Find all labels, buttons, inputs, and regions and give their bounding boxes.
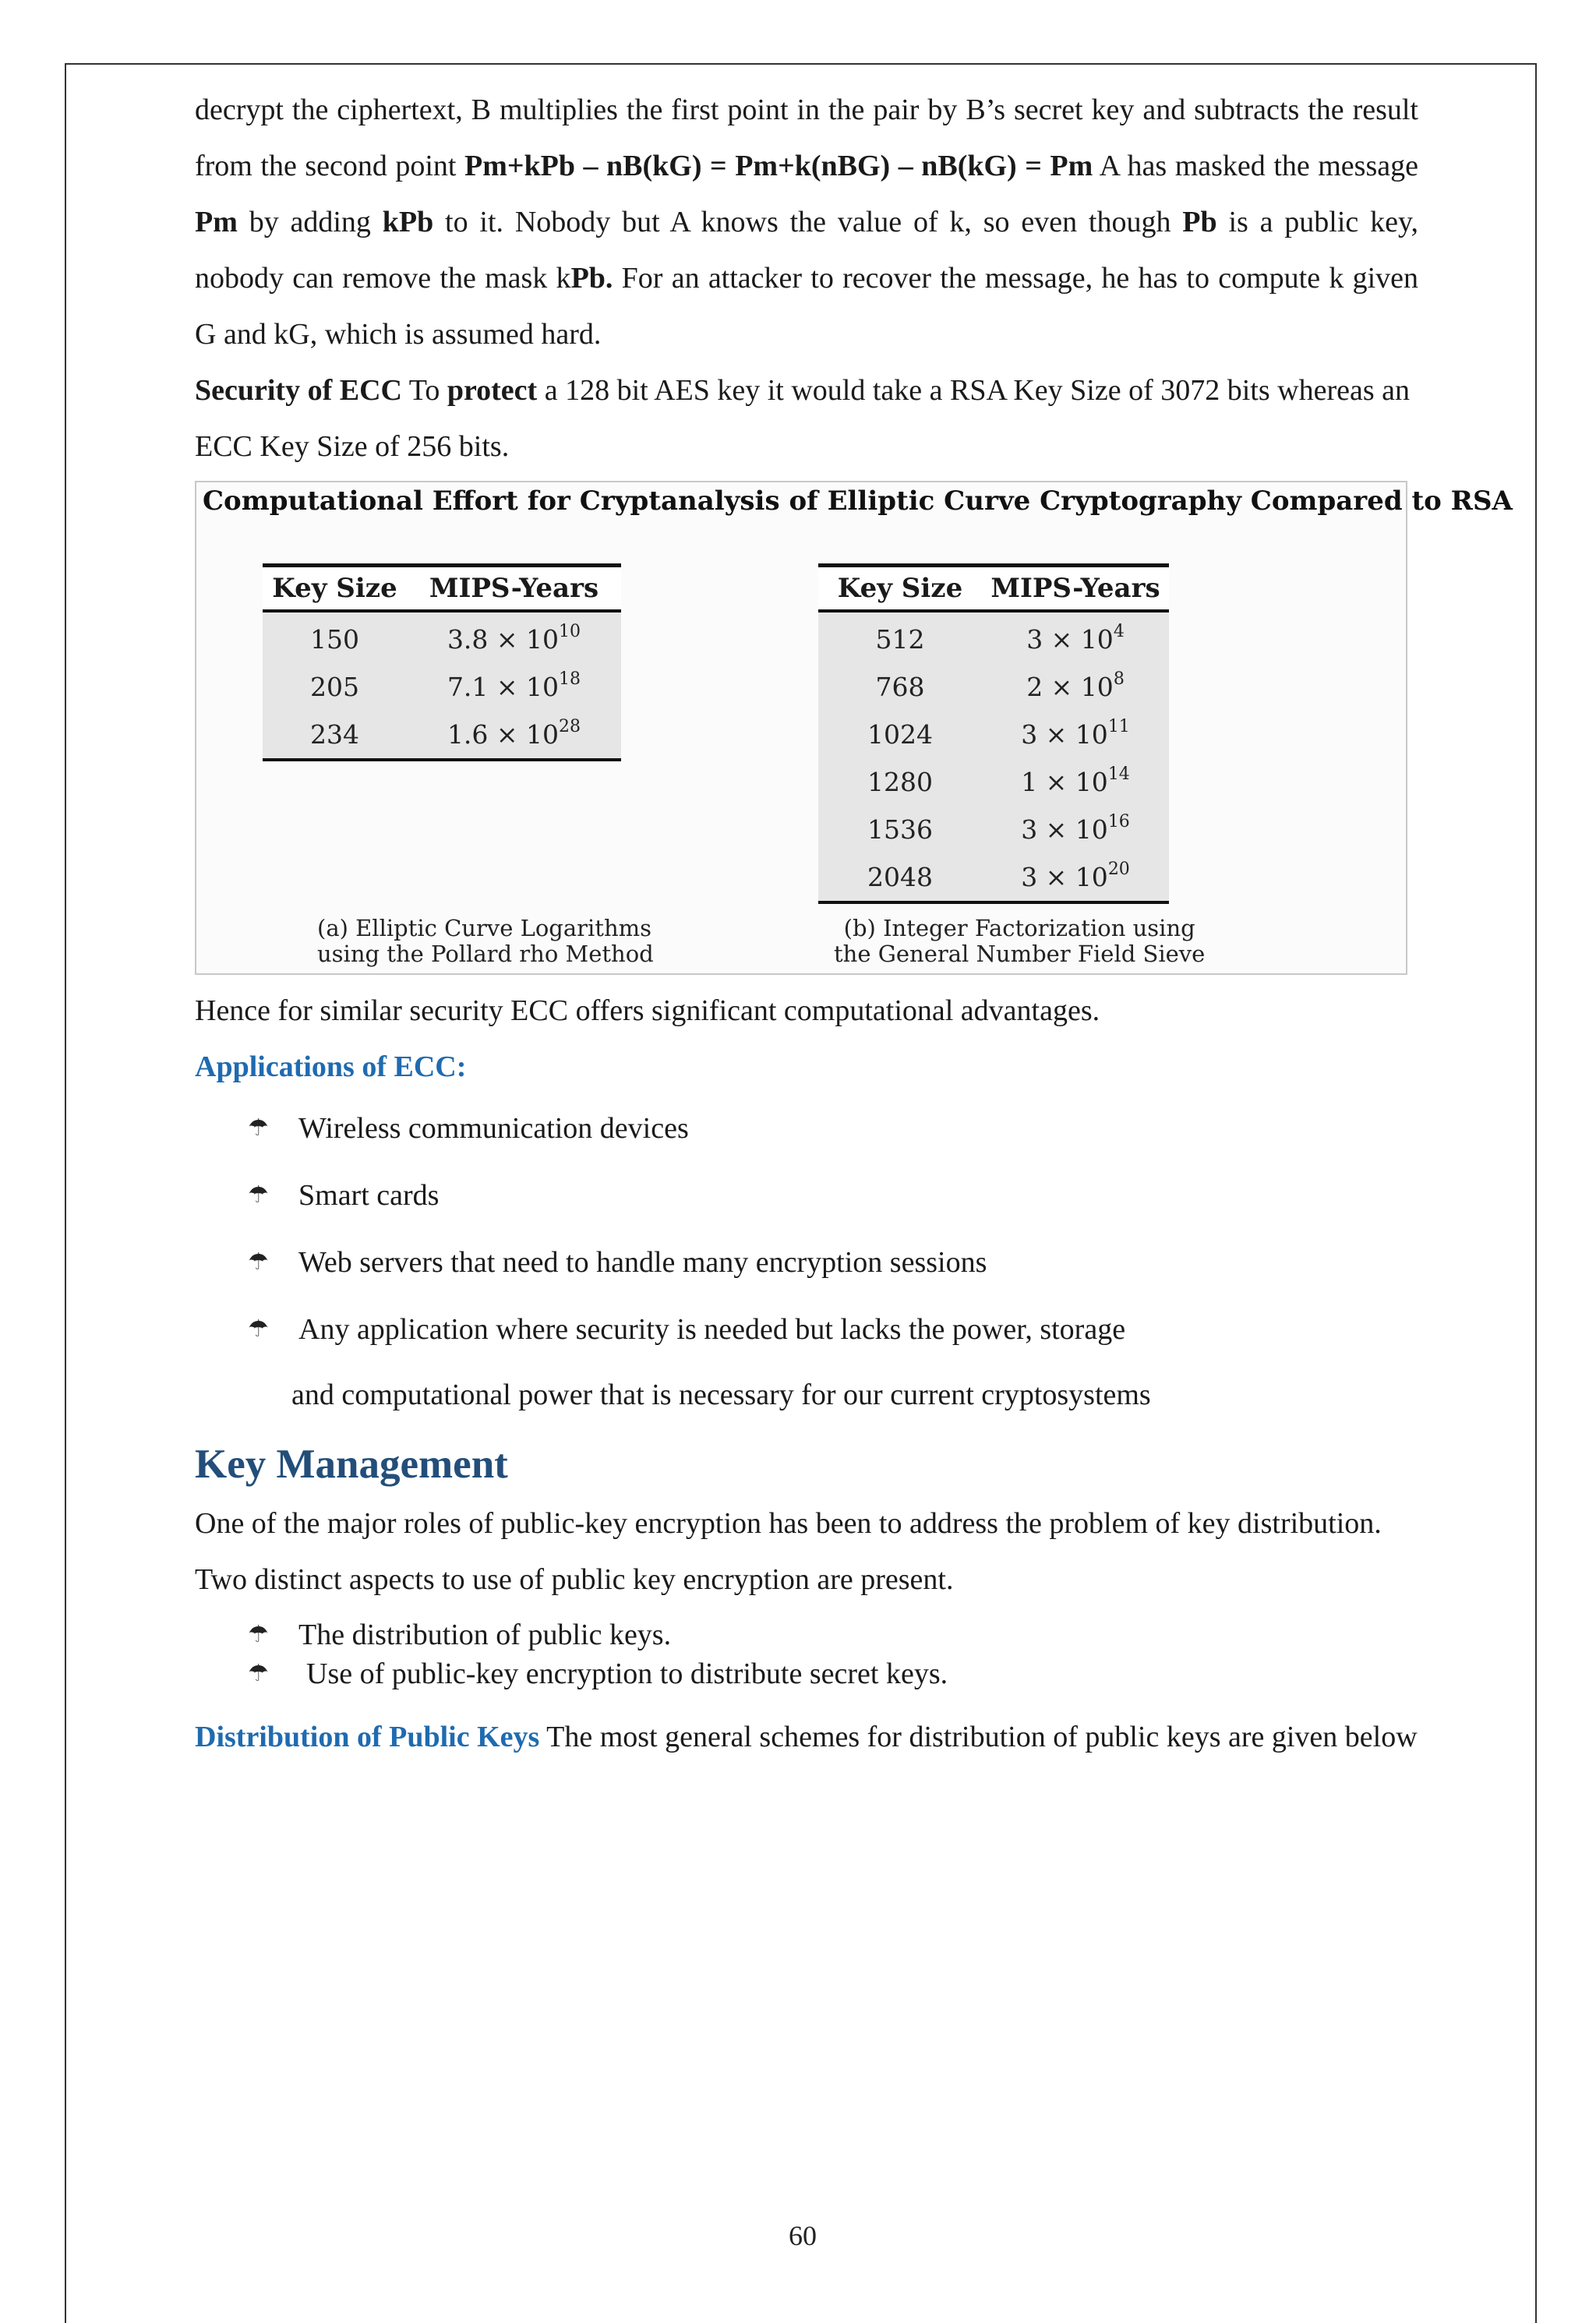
list-item bbox=[195, 1162, 1418, 1229]
bold-run: Pm+kPb – nB(kG) = Pm+k(nBG) – nB(kG) = Pm bbox=[464, 150, 1093, 182]
umbrella-rain-icon: ☂ bbox=[248, 1661, 269, 1686]
applications-list bbox=[195, 1095, 1418, 1363]
umbrella-rain-icon: ☂ bbox=[248, 1115, 269, 1141]
text-run: by adding bbox=[237, 206, 383, 238]
list-item-text: The distribution of public keys. bbox=[298, 1619, 672, 1651]
figure-title: Computational Effort for Cryptanalysis of Elliptic Curve Cryptography Compared to RSA bbox=[203, 485, 1513, 517]
list-item bbox=[195, 1296, 1418, 1363]
mips-years-cell bbox=[407, 719, 621, 750]
table-elliptic-curve bbox=[263, 563, 621, 761]
mips-base: 1.6 × 10 bbox=[447, 719, 560, 750]
table-row bbox=[818, 616, 1169, 663]
distribution-paragraph bbox=[195, 1709, 1418, 1765]
table-header bbox=[818, 563, 1169, 613]
mips-exponent: 28 bbox=[559, 717, 581, 736]
caption-line: the General Number Field Sieve bbox=[834, 941, 1206, 967]
table-row bbox=[818, 758, 1169, 806]
distribution-heading: Distribution of Public Keys bbox=[195, 1721, 540, 1753]
page-content bbox=[195, 82, 1513, 1765]
text-run: For an attacker to recover the message, he has to compute k given G and kG, which is assumed hard. bbox=[195, 262, 1419, 351]
header-key-size: Key Size bbox=[837, 573, 963, 604]
mips-exponent: 16 bbox=[1107, 812, 1130, 831]
table-row bbox=[263, 663, 621, 711]
mips-exponent: 4 bbox=[1113, 622, 1125, 641]
mips-exponent: 11 bbox=[1107, 717, 1130, 736]
key-size-cell: 234 bbox=[310, 719, 359, 750]
table-row bbox=[263, 711, 621, 758]
caption-line: (a) Elliptic Curve Logarithms bbox=[317, 915, 651, 941]
text-run: A has masked the message bbox=[1093, 150, 1418, 182]
mips-base: 1 × 10 bbox=[1021, 767, 1108, 797]
key-size-cell: 150 bbox=[310, 624, 359, 655]
bold-run: Pb bbox=[1182, 206, 1217, 238]
table-row bbox=[818, 853, 1169, 901]
key-size-cell: 2048 bbox=[867, 862, 933, 892]
caption-line: (b) Integer Factorization using bbox=[843, 915, 1195, 941]
security-of-ecc-paragraph bbox=[195, 362, 1418, 475]
mips-base: 2 × 10 bbox=[1026, 672, 1114, 702]
header-mips-years: MIPS-Years bbox=[429, 573, 599, 604]
key-size-cell: 1024 bbox=[867, 719, 933, 750]
bold-run: Pb. bbox=[570, 262, 613, 295]
header-mips-years: MIPS-Years bbox=[990, 573, 1160, 604]
caption-line: using the Pollard rho Method bbox=[317, 941, 654, 967]
mips-base: 3 × 10 bbox=[1026, 624, 1114, 655]
umbrella-rain-icon: ☂ bbox=[248, 1622, 269, 1647]
table-body bbox=[818, 613, 1169, 904]
list-item bbox=[195, 1654, 1418, 1693]
text-run: is a public key, nobody can remove the mask k bbox=[195, 206, 1418, 295]
list-item-text: Smart cards bbox=[298, 1179, 440, 1212]
mips-exponent: 18 bbox=[559, 669, 581, 689]
ecc-decryption-paragraph bbox=[195, 82, 1418, 362]
key-management-heading: Key Management bbox=[195, 1442, 508, 1487]
mips-base: 7.1 × 10 bbox=[447, 672, 560, 702]
mips-years-cell bbox=[982, 669, 1169, 702]
key-size-cell: 512 bbox=[875, 624, 925, 655]
text-run: decrypt the ciphertext, B multiplies the first point in the pair by B’s secret key and subtracts the result from the second point bbox=[195, 94, 1418, 182]
mips-years-cell bbox=[982, 624, 1169, 655]
mips-base: 3.8 × 10 bbox=[447, 624, 560, 655]
text-run: a 128 bit AES key it would take a RSA Key Size of 3072 bits whereas an ECC Key Size of 256 bits. bbox=[195, 374, 1410, 463]
mips-base: 3 × 10 bbox=[1021, 862, 1108, 892]
text-run: To bbox=[401, 374, 447, 407]
key-size-cell: 768 bbox=[875, 672, 925, 702]
umbrella-rain-icon: ☂ bbox=[248, 1316, 269, 1342]
text-run: The most general schemes for distribution of public keys are given below bbox=[539, 1721, 1418, 1753]
bold-run: Security of ECC bbox=[195, 374, 402, 407]
hence-paragraph: Hence for similar security ECC offers significant computational advantages. bbox=[195, 994, 1100, 1027]
table-body bbox=[263, 613, 621, 761]
applications-continuation: and computational power that is necessary for our current cryptosystems bbox=[291, 1379, 1151, 1411]
mips-exponent: 8 bbox=[1113, 669, 1125, 689]
mips-years-cell bbox=[982, 814, 1169, 845]
list-item-text: Any application where security is needed but lacks the power, storage bbox=[298, 1313, 1126, 1346]
key-size-cell: 1280 bbox=[867, 767, 933, 797]
table-row bbox=[263, 616, 621, 663]
list-item bbox=[195, 1095, 1418, 1162]
table-row bbox=[818, 663, 1169, 711]
mips-exponent: 20 bbox=[1107, 860, 1130, 879]
mips-years-cell bbox=[407, 669, 621, 702]
table-row bbox=[818, 806, 1169, 853]
bold-run: kPb bbox=[382, 206, 434, 238]
caption-elliptic-curve bbox=[317, 916, 654, 967]
list-item-text: Use of public-key encryption to distribute secret keys. bbox=[306, 1658, 948, 1690]
list-item bbox=[195, 1229, 1418, 1296]
bold-run: protect bbox=[447, 374, 538, 407]
key-size-cell: 1536 bbox=[867, 814, 933, 845]
table-row bbox=[818, 711, 1169, 758]
bold-run: Pm bbox=[195, 206, 238, 238]
mips-exponent: 14 bbox=[1107, 764, 1130, 784]
caption-integer-factorization bbox=[834, 916, 1205, 967]
key-management-paragraph: One of the major roles of public-key encryption has been to address the problem of key distribution. Two distinct aspects to use of public key encryption are present. bbox=[195, 1507, 1382, 1596]
page-number: 60 bbox=[789, 2220, 817, 2251]
key-management-list bbox=[195, 1615, 1418, 1693]
applications-heading: Applications of ECC: bbox=[195, 1050, 467, 1083]
mips-base: 3 × 10 bbox=[1021, 814, 1108, 845]
header-key-size: Key Size bbox=[272, 573, 397, 604]
list-item bbox=[195, 1615, 1418, 1654]
mips-years-cell bbox=[982, 719, 1169, 750]
mips-years-cell bbox=[982, 862, 1169, 892]
mips-exponent: 10 bbox=[559, 622, 581, 641]
list-item-text: Web servers that need to handle many encryption sessions bbox=[298, 1246, 987, 1279]
list-item-text: Wireless communication devices bbox=[298, 1112, 689, 1145]
ecc-vs-rsa-figure bbox=[195, 481, 1513, 975]
table-header bbox=[263, 563, 621, 613]
text-run: to it. Nobody but A knows the value of k, so even though bbox=[433, 206, 1183, 238]
table-integer-factorization bbox=[818, 563, 1169, 904]
mips-years-cell bbox=[982, 764, 1169, 797]
mips-years-cell bbox=[407, 624, 621, 655]
mips-base: 3 × 10 bbox=[1021, 719, 1108, 750]
umbrella-rain-icon: ☂ bbox=[248, 1182, 269, 1208]
umbrella-rain-icon: ☂ bbox=[248, 1249, 269, 1275]
key-size-cell: 205 bbox=[310, 672, 359, 702]
